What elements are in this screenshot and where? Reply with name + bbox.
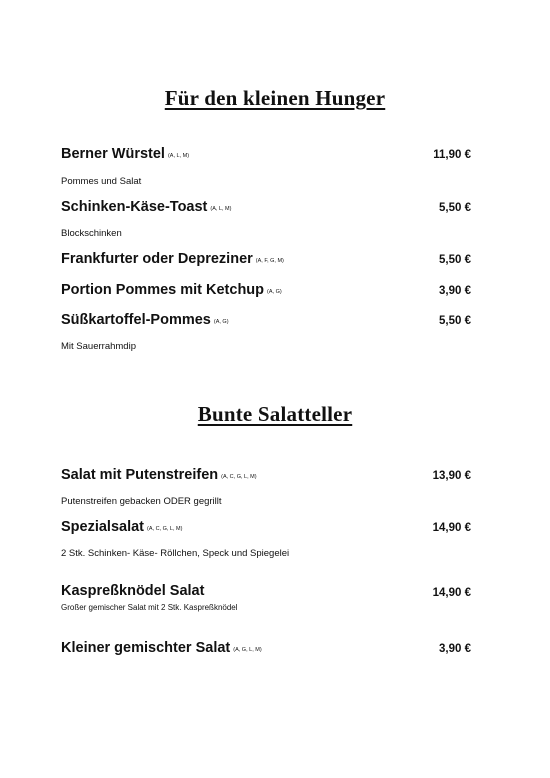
menu-item-price: 14,90 € (432, 522, 471, 534)
menu-item-description: Putenstreifen gebacken ODER gegrillt (61, 496, 222, 507)
menu-item-price: 5,50 € (439, 202, 471, 214)
allergen-codes: (A, G) (213, 319, 229, 325)
menu-item-name (61, 312, 229, 328)
menu-item-name (61, 467, 257, 483)
allergen-codes: (A, G, L, M) (233, 647, 262, 653)
menu-item-price: 13,90 € (432, 470, 471, 482)
item-name-text: Süßkartoffel-Pommes (61, 312, 211, 328)
item-name-text: Kleiner gemischter Salat (61, 640, 231, 656)
section-title-salatteller: Bunte Salatteller (197, 402, 353, 426)
item-name-text: Kaspreßknödel Salat (61, 583, 205, 599)
menu-item-name (61, 282, 282, 298)
item-name-text: Salat mit Putenstreifen (61, 467, 219, 483)
menu-item-description: Pommes und Salat (61, 176, 142, 187)
allergen-codes: (A, G) (267, 289, 282, 295)
section-title-kleiner-hunger: Für den kleinen Hunger (164, 86, 386, 110)
menu-item-price: 5,50 € (439, 254, 471, 266)
menu-item-price: 3,90 € (439, 285, 471, 297)
menu-item-price: 5,50 € (439, 315, 471, 327)
allergen-codes: (A, L, M) (210, 206, 232, 212)
menu-item-description: Großer gemischer Salat mit 2 Stk. Kaspreßknödel (61, 603, 238, 612)
allergen-codes: (A, F, G, M) (255, 258, 284, 264)
item-name-text: Spezialsalat (61, 519, 145, 535)
menu-item-description: Blockschinken (61, 228, 122, 239)
menu-item-price: 11,90 € (433, 149, 471, 161)
menu-item-price: 14,90 € (432, 587, 471, 599)
item-name-text: Schinken-Käse-Toast (61, 199, 208, 215)
menu-item-name (61, 640, 262, 656)
menu-item-name (61, 199, 231, 215)
allergen-codes: (A, L, M) (167, 153, 190, 159)
menu-item-name (61, 251, 284, 267)
item-name-text: Portion Pommes mit Ketchup (61, 282, 265, 298)
allergen-codes: (A, C, G, L, M) (147, 526, 183, 532)
menu-item-description: 2 Stk. Schinken- Käse- Röllchen, Speck und Spiegelei (61, 548, 290, 559)
menu-item-description: Mit Sauerrahmdip (61, 341, 136, 352)
menu-item-price: 3,90 € (439, 643, 471, 655)
menu-item-name (61, 583, 207, 599)
menu-item-name (61, 519, 182, 535)
item-name-text: Frankfurter oder Depreziner (61, 251, 253, 267)
item-name-text: Berner Würstel (61, 146, 165, 162)
menu-item-name (61, 146, 189, 162)
allergen-codes: (A, C, G, L, M) (221, 474, 257, 480)
